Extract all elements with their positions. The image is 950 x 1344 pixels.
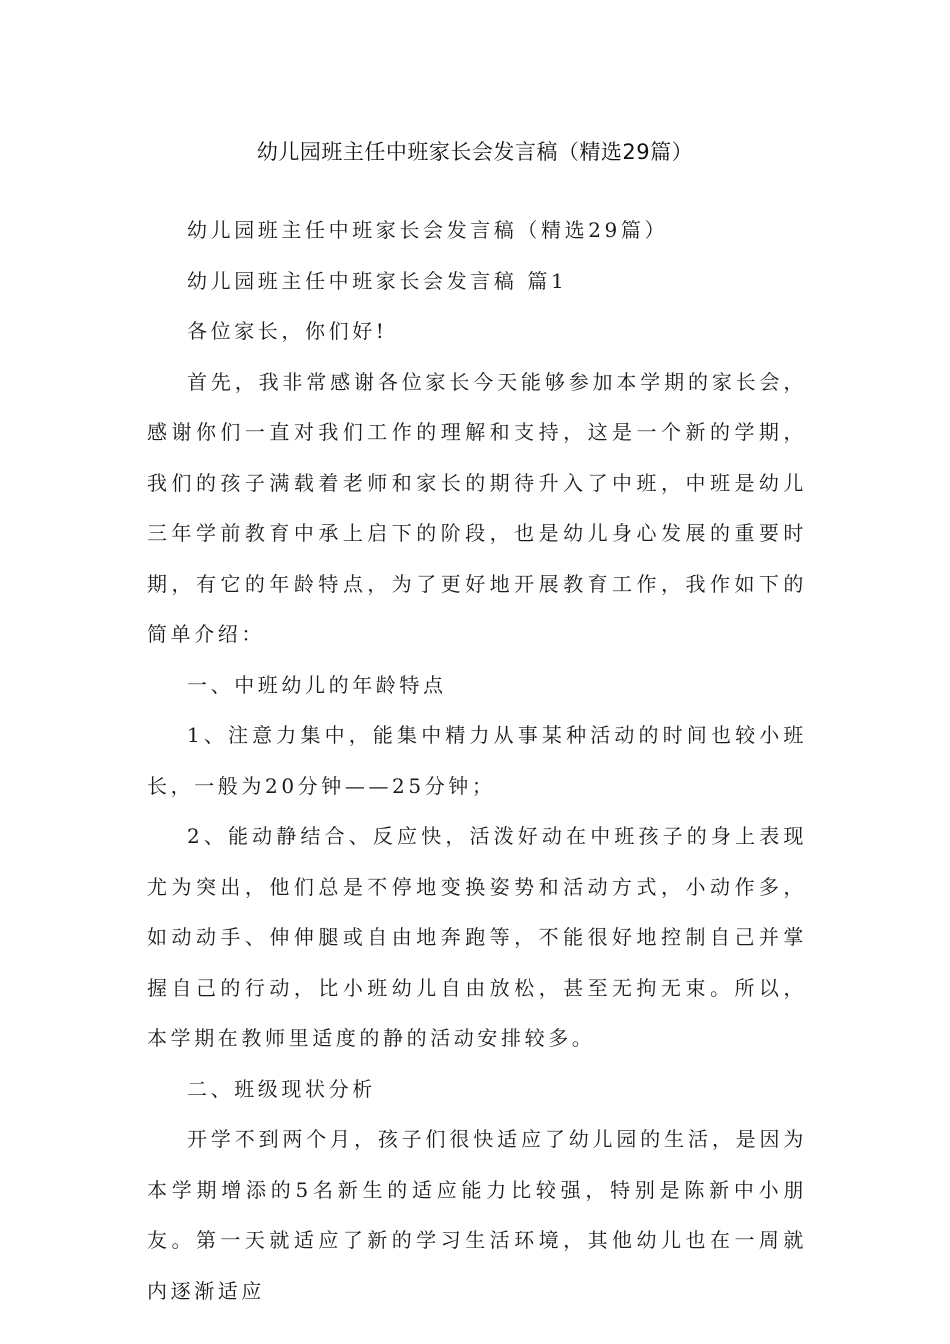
- document-title: 幼儿园班主任中班家长会发言稿（精选29篇）: [256, 140, 694, 164]
- paragraph: 开学不到两个月，孩子们很快适应了幼儿园的生活，是因为本学期增添的5名新生的适应能力比较强，特别是陈新中小朋友。第一天就适应了新的学习生活环境，其他幼儿也在一周就内逐渐适应: [147, 1127, 807, 1303]
- paragraph: 首先，我非常感谢各位家长今天能够参加本学期的家长会，感谢你们一直对我们工作的理解和支持，这是一个新的学期，我们的孩子满载着老师和家长的期待升入了中班，中班是幼儿三年学前教育中承上启下的阶段，也是幼儿身心发展的重要时期，有它的年龄特点，为了更好地开展教育工作，我作如下的简单介绍：: [147, 369, 807, 646]
- paragraph: 2、能动静结合、反应快，活泼好动在中班孩子的身上表现尤为突出，他们总是不停地变换姿势和活动方式，小动作多，如动动手、伸伸腿或自由地奔跑等，不能很好地控制自己并掌握自己的行动，比小班幼儿自由放松，甚至无拘无束。所以，本学期在教师里适度的静的活动安排较多。: [147, 824, 807, 1050]
- paragraph: 各位家长，你们好!: [187, 319, 388, 343]
- paragraph: 1、注意力集中，能集中精力从事某种活动的时间也较小班长，一般为20分钟——25分钟；: [147, 723, 807, 798]
- document-body: [147, 205, 807, 1316]
- section-heading: 一、中班幼儿的年龄特点: [187, 672, 447, 697]
- section-heading: 二、班级现状分析: [187, 1076, 376, 1101]
- paragraph: 幼儿园班主任中班家长会发言稿（精选29篇）: [187, 218, 669, 242]
- paragraph: 幼儿园班主任中班家长会发言稿 篇1: [187, 268, 568, 293]
